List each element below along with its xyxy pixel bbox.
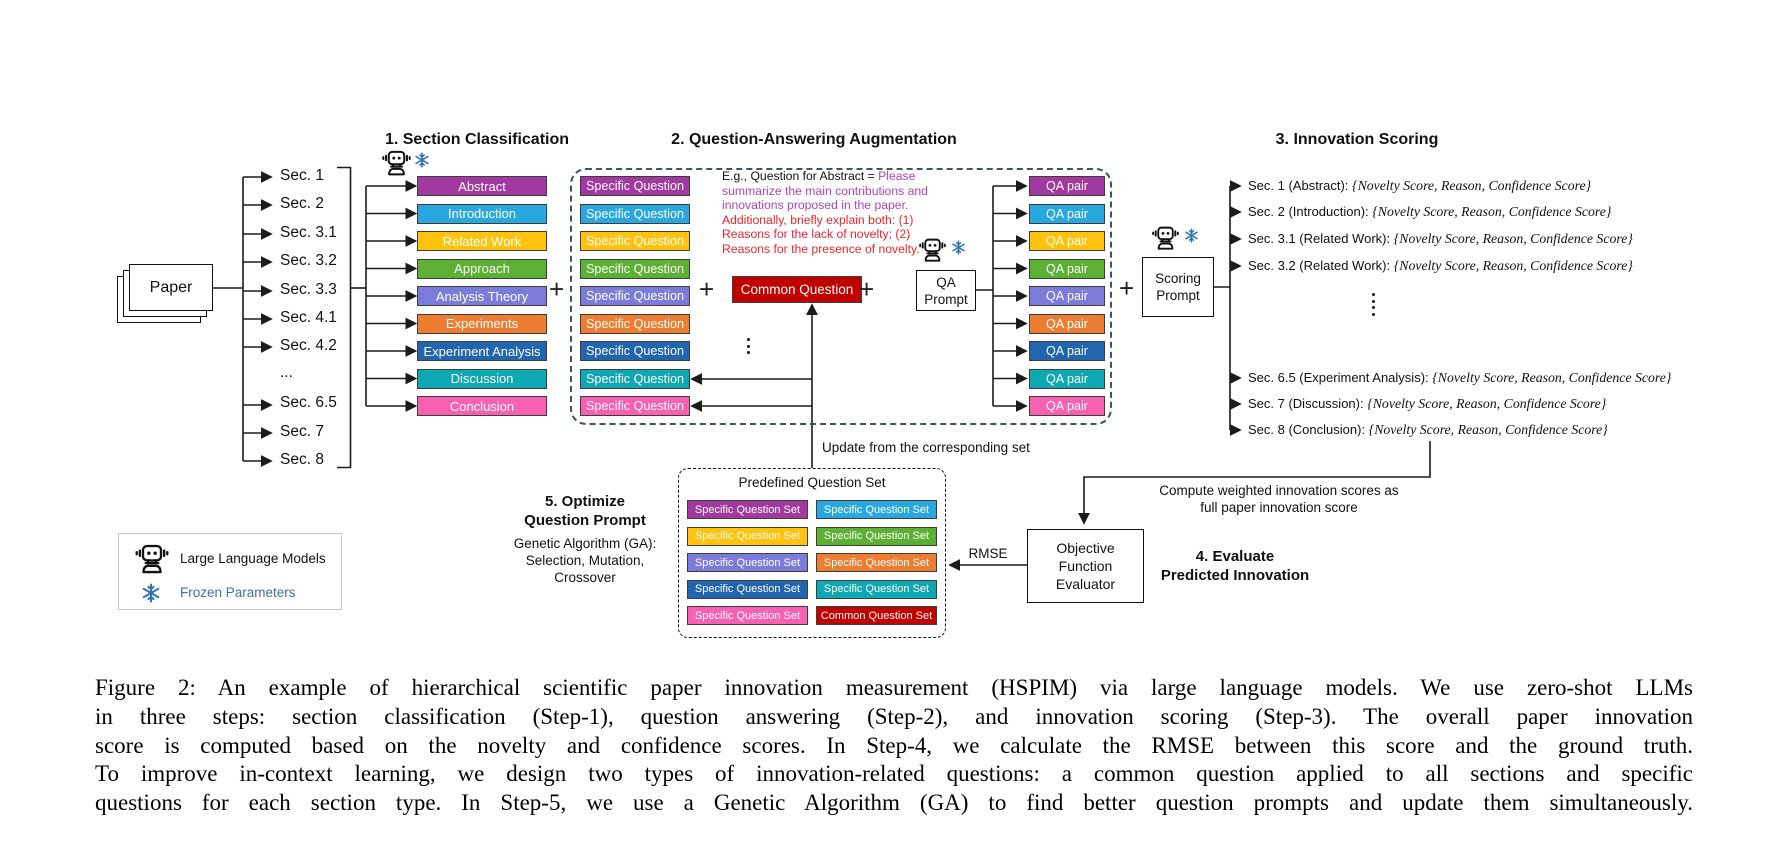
score-result-line xyxy=(1248,231,1633,247)
scoring-prompt-line: Scoring xyxy=(1155,271,1201,286)
section-type-box: Experiment Analysis xyxy=(417,341,547,361)
score-result-line xyxy=(1248,178,1591,194)
example-red-text: Reasons for the presence of novelty. xyxy=(722,241,920,256)
result-prefix: Sec. 3.2 (Related Work): xyxy=(1248,257,1394,273)
frozen-snowflake-icon xyxy=(951,240,966,255)
result-math: {Novelty Score, Reason, Confidence Score} xyxy=(1368,421,1608,437)
qa-prompt-line: Prompt xyxy=(924,291,968,307)
step2-title: 2. Question-Answering Augmentation xyxy=(671,131,957,148)
question-set-box: Specific Question Set xyxy=(687,527,808,546)
section-list-item: Sec. 3.3 xyxy=(280,281,337,298)
score-result-line xyxy=(1248,396,1606,412)
section-type-box: Introduction xyxy=(417,204,547,224)
legend-box xyxy=(118,533,342,610)
evaluator-line: Function xyxy=(1058,558,1113,574)
example-purple-text: Please xyxy=(878,169,916,183)
llm-robot-icon xyxy=(918,238,947,263)
example-purple-text: innovations proposed in the paper. xyxy=(722,198,909,213)
figure-caption xyxy=(95,674,1693,818)
section-type-box: Experiments xyxy=(417,314,547,334)
scoring-prompt-line: Prompt xyxy=(1156,288,1200,303)
specific-question-box: Specific Question xyxy=(580,286,690,306)
qa-pair-box: QA pair xyxy=(1029,176,1105,196)
result-math: {Novelty Score, Reason, Confidence Score} xyxy=(1393,257,1633,273)
step5-body-line: Selection, Mutation, xyxy=(525,553,645,568)
result-prefix: Sec. 1 (Abstract): xyxy=(1248,177,1353,193)
specific-question-box: Specific Question xyxy=(580,204,690,224)
plus-sign: + xyxy=(1119,273,1135,303)
question-set-box: Specific Question Set xyxy=(687,553,808,572)
result-prefix: Sec. 8 (Conclusion): xyxy=(1248,421,1369,437)
section-list-item: Sec. 7 xyxy=(280,423,324,440)
step1-title: 1. Section Classification xyxy=(384,131,570,148)
score-result-line xyxy=(1248,370,1671,386)
section-list-ellipsis: ... xyxy=(280,364,293,381)
evaluator-line: Objective xyxy=(1056,540,1115,556)
qa-pair-box: QA pair xyxy=(1029,314,1105,334)
score-result-line xyxy=(1248,422,1608,438)
paper-box: Paper xyxy=(129,264,213,311)
step5-title-line: Question Prompt xyxy=(524,511,646,529)
plus-sign: + xyxy=(859,274,875,304)
legend-frozen-label: Frozen Parameters xyxy=(180,585,296,600)
frozen-snowflake-icon xyxy=(141,583,161,603)
section-type-box: Related Work xyxy=(417,231,547,251)
qa-pair-box: QA pair xyxy=(1029,286,1105,306)
step4-heading-block xyxy=(1125,548,1345,585)
frozen-snowflake-icon xyxy=(414,152,430,168)
qa-pair-box: QA pair xyxy=(1029,396,1105,416)
section-list-item: Sec. 3.2 xyxy=(280,252,337,269)
result-prefix: Sec. 6.5 (Experiment Analysis): xyxy=(1248,369,1433,385)
scoring-prompt-box xyxy=(1142,257,1214,317)
ellipsis-dots xyxy=(1372,293,1375,316)
specific-question-box: Specific Question xyxy=(580,231,690,251)
example-red-text: Additionally, briefly explain both: (1) xyxy=(722,212,914,227)
result-prefix: Sec. 3.1 (Related Work): xyxy=(1248,230,1394,246)
question-set-box: Specific Question Set xyxy=(687,606,808,625)
step4-title-line: 4. Evaluate xyxy=(1195,548,1275,565)
example-line xyxy=(722,169,962,184)
predefined-set-title: Predefined Question Set xyxy=(738,475,886,490)
section-type-box: Abstract xyxy=(417,176,547,196)
qa-pair-box: QA pair xyxy=(1029,259,1105,279)
caption-line: score is computed based on the novelty and confidence scores. In Step-4, we calculate the RMSE between this score and the ground truth. xyxy=(95,732,1693,758)
section-list-item: Sec. 6.5 xyxy=(280,394,337,411)
step5-heading-block xyxy=(465,493,705,586)
section-type-box: Analysis Theory xyxy=(417,286,547,306)
qa-pair-box: QA pair xyxy=(1029,231,1105,251)
example-purple-text: summarize the main contributions and xyxy=(722,183,928,198)
compute-weighted-note xyxy=(1098,483,1460,516)
question-set-box: Specific Question Set xyxy=(816,527,937,546)
legend-llm-label: Large Language Models xyxy=(180,551,326,566)
qa-pair-box: QA pair xyxy=(1029,341,1105,361)
result-math: {Novelty Score, Reason, Confidence Score} xyxy=(1432,369,1672,385)
specific-question-box: Specific Question xyxy=(580,259,690,279)
specific-question-box: Specific Question xyxy=(580,369,690,389)
step5-title-line: 5. Optimize xyxy=(544,493,626,510)
section-list-item: Sec. 4.2 xyxy=(280,337,337,354)
result-math: {Novelty Score, Reason, Confidence Score} xyxy=(1352,177,1592,193)
rmse-label: RMSE xyxy=(968,546,1008,561)
step3-title: 3. Innovation Scoring xyxy=(1275,131,1439,148)
ellipsis-dots xyxy=(747,338,750,354)
plus-sign: + xyxy=(699,274,715,304)
qa-pair-box: QA pair xyxy=(1029,369,1105,389)
specific-question-box: Specific Question xyxy=(580,176,690,196)
llm-robot-icon xyxy=(134,544,170,575)
compute-line: full paper innovation score xyxy=(1200,499,1358,515)
section-list-item: Sec. 2 xyxy=(280,195,324,212)
step5-body-line: Crossover xyxy=(554,570,616,585)
question-set-box: Specific Question Set xyxy=(687,580,808,599)
update-label: Update from the corresponding set xyxy=(822,440,1030,455)
caption-line: in three steps: section classification (Step-1), question answering (Step-2), and innovation scoring (Step-3). The overall paper innovation xyxy=(95,703,1693,729)
plus-sign: + xyxy=(549,274,565,304)
qa-prompt-line: QA xyxy=(936,274,956,290)
frozen-snowflake-icon xyxy=(1184,228,1199,243)
caption-line: Figure 2: An example of hierarchical scientific paper innovation measurement (HSPIM) via large language models. We use zero-shot LLMs xyxy=(95,675,1693,700)
qa-prompt-box xyxy=(916,270,976,311)
result-math: {Novelty Score, Reason, Confidence Score} xyxy=(1393,230,1633,246)
section-type-box: Approach xyxy=(417,259,547,279)
common-question-set-box: Common Question Set xyxy=(816,606,937,625)
specific-question-box: Specific Question xyxy=(580,396,690,416)
llm-robot-icon xyxy=(1151,226,1180,251)
result-prefix: Sec. 2 (Introduction): xyxy=(1248,203,1373,219)
section-list-item: Sec. 1 xyxy=(280,167,324,184)
common-question-box: Common Question xyxy=(732,276,862,303)
section-type-box: Discussion xyxy=(417,369,547,389)
result-prefix: Sec. 7 (Discussion): xyxy=(1248,395,1368,411)
question-set-box: Specific Question Set xyxy=(816,500,937,519)
caption-line: To improve in-context learning, we design two types of innovation-related questions: a common question applied to all sections and specific xyxy=(95,761,1693,787)
question-set-box: Specific Question Set xyxy=(816,580,937,599)
question-set-box: Specific Question Set xyxy=(687,500,808,519)
evaluator-line: Evaluator xyxy=(1055,576,1116,592)
specific-question-box: Specific Question xyxy=(580,341,690,361)
score-result-line xyxy=(1248,204,1611,220)
step4-title-line: Predicted Innovation xyxy=(1160,566,1310,584)
section-type-box: Conclusion xyxy=(417,396,547,416)
section-list-item: Sec. 8 xyxy=(280,451,324,468)
question-set-box: Specific Question Set xyxy=(816,553,937,572)
result-math: {Novelty Score, Reason, Confidence Score} xyxy=(1372,203,1612,219)
qa-pair-box: QA pair xyxy=(1029,204,1105,224)
compute-line: Compute weighted innovation scores as xyxy=(1159,483,1399,498)
example-prefix: E.g., Question for Abstract = xyxy=(722,169,879,183)
step5-body-line: Genetic Algorithm (GA): xyxy=(513,536,657,551)
result-math: {Novelty Score, Reason, Confidence Score} xyxy=(1367,395,1607,411)
specific-question-box: Specific Question xyxy=(580,314,690,334)
score-result-line xyxy=(1248,258,1633,274)
example-red-text: Reasons for the lack of novelty; (2) xyxy=(722,227,911,242)
caption-line: questions for each section type. In Step-5, we use a Genetic Algorithm (GA) to find better question prompts and update them simultaneously. xyxy=(95,790,1693,816)
section-list-item: Sec. 3.1 xyxy=(280,224,337,241)
llm-robot-icon xyxy=(381,150,412,177)
section-list-item: Sec. 4.1 xyxy=(280,309,337,326)
